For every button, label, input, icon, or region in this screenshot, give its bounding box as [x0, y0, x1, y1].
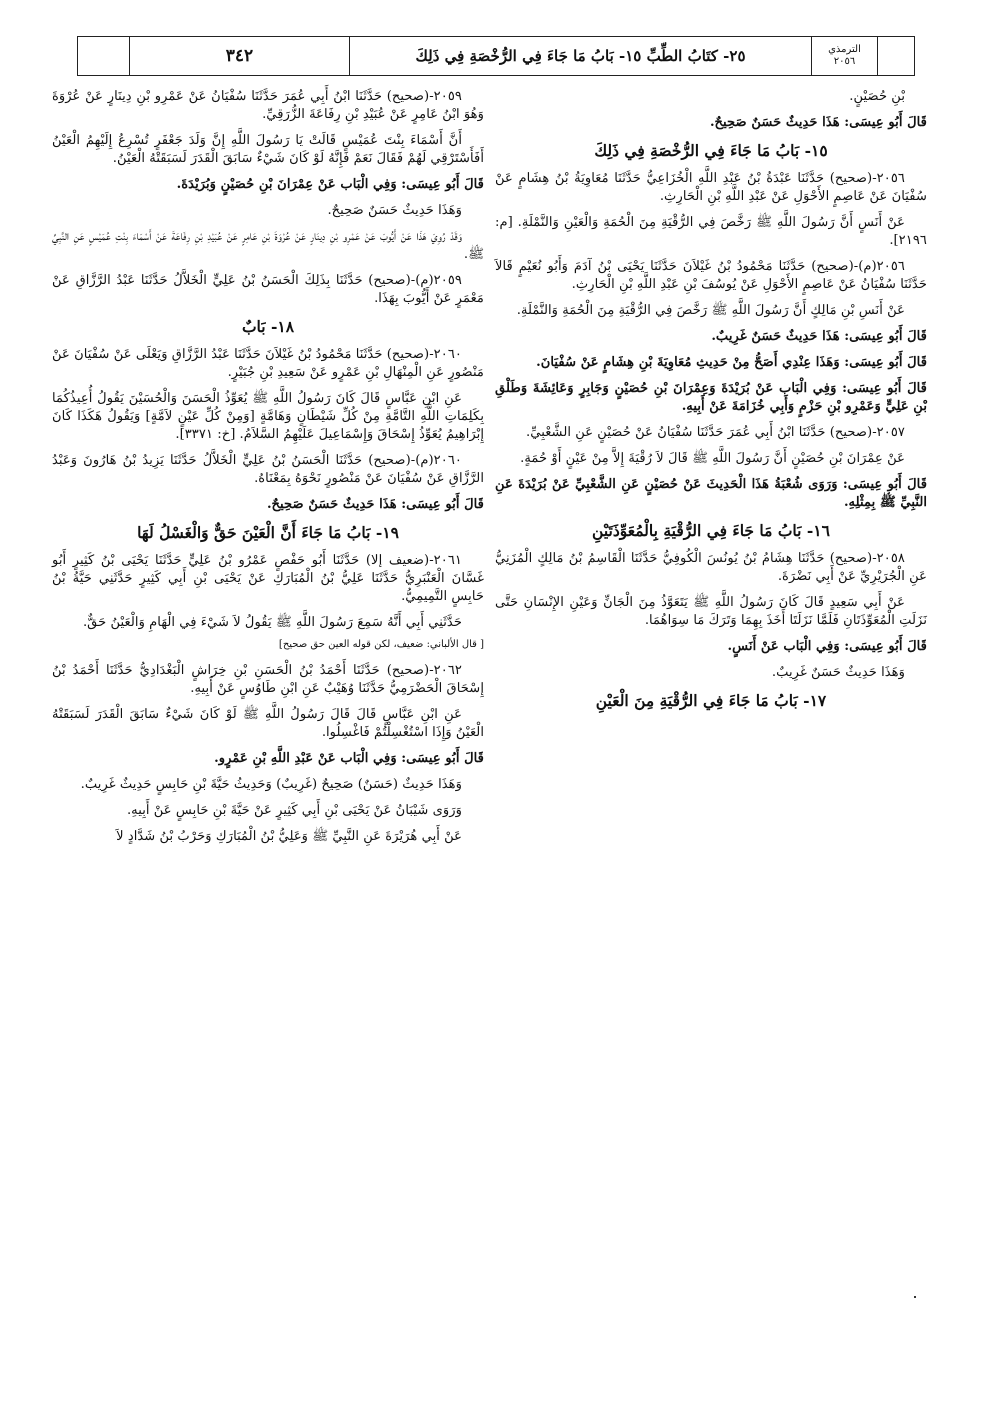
running-title: ٢٥- كتَابُ الطِّبِّ ١٥- بَابُ مَا جَاءَ فِي الرُّخْصَةِ فِي ذَلِكَ [350, 37, 812, 75]
text-paragraph: أَنَّ أَسْمَاءَ بِنْتَ عُمَيْسٍ قَالَتْ يَا رَسُولَ اللَّهِ إِنَّ وَلَدَ جَعْفَرٍ تُسْرِعُ إِلَيْهِمُ الْعَيْنُ أَفَأَسْتَرْقِي لَهُمْ فَقَالَ نَعَمْ فَإِنَّهُ لَوْ كَانَ شَيْءٌ سَابَقَ الْقَدَرَ لَسَبَقَتْهُ الْعَيْنُ. [52, 133, 484, 166]
text-paragraph: عَنْ أَنَسٍ أَنَّ رَسُولَ اللَّهِ ﷺ رَخَّصَ فِي الرُّقْيَةِ مِنَ الْحُمَةِ وَالْعَيْنِ وَالنَّمْلَةِ. [م: ٢١٩٦]. [495, 215, 927, 248]
text-paragraph: وَقَدْ رُوِيَ هَذَا عَنْ أَيُّوبَ عَنْ عَمْرِو بْنِ دِينَارٍ عَنْ عُرْوَةَ بْنِ عَامِرٍ عَنْ عُبَيْدِ بْنِ رِفَاعَةَ عَنْ أَسْمَاءَ بِنْتِ عُمَيْسٍ عَنِ النَّبِيِّ ﷺ. [52, 229, 484, 262]
grading-note: [ قال الألباني: ضعيف، لكن قوله العين حق صحيح] [278, 639, 484, 650]
text-paragraph: ٢٠٥٧-(صحيح) حَدَّثَنَا ابْنُ أَبِي عُمَرَ حَدَّثَنَا سُفْيَانُ عَنْ حُصَيْنٍ عَنِ الشَّعْبِيِّ. [526, 425, 905, 440]
text-paragraph: ٢٠٦١-(ضعيف إلا) حَدَّثَنَا أَبُو حَفْصٍ عَمْرُو بْنُ عَلِيٍّ حَدَّثَنَا يَحْيَى بْنُ كَثِيرٍ أَبُو غَسَّانَ الْعَنْبَرِيُّ حَدَّثَنَا عَلِيُّ بْنُ الْمُبَارَكِ عَنْ يَحْيَى بْنِ أَبِي كَثِيرٍ حَدَّثَنِي حَيَّةُ بْنُ حَابِسٍ التَّمِيمِيُّ. [52, 553, 484, 604]
text-paragraph: ٢٠٦٠(م)-(صحيح) حَدَّثَنَا الْحَسَنُ بْنُ عَلِيٍّ الْخَلاَّلُ حَدَّثَنَا يَزِيدُ بْنُ هَارُونَ وَعَبْدُ الرَّزَّاقِ عَنْ سُفْيَانَ عَنْ مَنْصُورٍ نَحْوَهُ بِمَعْنَاهُ. [52, 453, 484, 486]
text-paragraph: عَنْ أَبِي سَعِيدٍ قَالَ كَانَ رَسُولُ اللَّهِ ﷺ يَتَعَوَّذُ مِنَ الْجَانِّ وَعَيْنِ الإِنْسَانِ حَتَّى نَزَلَتِ الْمُعَوِّذَتَانِ فَلَمَّا نَزَلَتَا أَخَذَ بِهِمَا وَتَرَكَ مَا سِوَاهُمَا. [495, 595, 927, 628]
text-paragraph: ٢٠٥٨-(صحيح) حَدَّثَنَا هِشَامُ بْنُ يُونُسَ الْكُوفِيُّ حَدَّثَنَا الْقَاسِمُ بْنُ مَالِكٍ الْمُزَنِيُّ عَنِ الْجُرَيْرِيِّ عَنْ أَبِي نَضْرَةَ. [495, 551, 927, 584]
section-heading: ١٥- بَابُ مَا جَاءَ فِي الرُّخْصَةِ فِي ذَلِكَ [594, 141, 828, 160]
text-paragraph: قَالَ أَبُو عِيسَى: وَفِي الْبَاب عَنْ عَبْدِ اللَّهِ بْنِ عَمْرٍو. [214, 751, 484, 766]
text-paragraph: ٢٠٥٩-(صحيح) حَدَّثَنَا ابْنُ أَبِي عُمَرَ حَدَّثَنَا سُفْيَانُ عَنْ عَمْرِو بْنِ دِينَارٍ عَنْ عُرْوَةَ وَهُوَ ابْنُ عَامِرٍ عَنْ عُبَيْدِ بْنِ رِفَاعَةَ الزُّرَقِيِّ. [52, 89, 484, 122]
hadith-reference [812, 37, 878, 75]
text-paragraph: وَرَوَى شَيْبَانُ عَنْ يَحْيَى بْنِ أَبِي كَثِيرٍ عَنْ حَيَّةَ بْنِ حَابِسٍ عَنْ أَبِيهِ. [126, 803, 462, 818]
page-mark [914, 1296, 916, 1298]
text-paragraph: ٢٠٥٦-(صحيح) حَدَّثَنَا عَبْدَةُ بْنُ عَبْدِ اللَّهِ الْخُزَاعِيُّ حَدَّثَنَا مُعَاوِيَةُ بْنُ هِشَامٍ عَنْ سُفْيَانَ عَنْ عَاصِمٍ الأَحْوَلِ عَنْ عَبْدِ اللَّهِ بْنِ الْحَارِثِ. [495, 171, 927, 204]
left-text-column [52, 88, 484, 854]
running-header [77, 36, 915, 76]
text-paragraph: قَالَ أَبُو عِيسَى: هَذَا حَدِيثٌ حَسَنٌ صَحِيحٌ. [709, 115, 927, 130]
section-heading: ١٨- بَابٌ [241, 317, 295, 336]
text-paragraph: ٢٠٥٦(م)-(صحيح) حَدَّثَنَا مَحْمُودُ بْنُ غَيْلاَنَ حَدَّثَنَا يَحْيَى بْنُ آدَمَ وَأَبُو نُعَيْمٍ قَالاَ حَدَّثَنَا سُفْيَانُ عَنْ عَاصِمٍ الأَحْوَلِ عَنْ يُوسُفَ بْنِ عَبْدِ اللَّهِ بْنِ الْحَارِثِ. [495, 259, 927, 292]
text-paragraph: عَنْ عِمْرَانَ بْنِ حُصَيْنٍ أَنَّ رَسُولَ اللَّهِ ﷺ قَالَ لاَ رُقْيَةَ إِلاَّ مِنْ عَيْنٍ أَوْ حُمَةٍ. [520, 451, 905, 466]
text-paragraph: قَالَ أَبُو عِيسَى: وَفِي الْبَاب عَنْ بُرَيْدَةَ وَعِمْرَانَ بْنِ حُصَيْنٍ وَجَابِرٍ وَعَائِشَةَ وَطَلْقِ بْنِ عَلِيٍّ وَعَمْرِو بْنِ حَزْمٍ وَأَبِي خُزَامَةَ عَنْ أَبِيهِ. [495, 381, 927, 414]
text-paragraph: ٢٠٦٠-(صحيح) حَدَّثَنَا مَحْمُودُ بْنُ غَيْلاَنَ حَدَّثَنَا عَبْدُ الرَّزَّاقِ وَيَعْلَى عَنْ سُفْيَانَ عَنْ مَنْصُورٍ عَنِ الْمِنْهَالِ بْنِ عَمْرٍو عَنْ سَعِيدِ بْنِ جُبَيْرٍ. [52, 347, 484, 380]
text-paragraph: وَهَذَا حَدِيثٌ حَسَنٌ صَحِيحٌ. [327, 203, 462, 218]
text-paragraph: قَالَ أَبُو عِيسَى: وَرَوَى شُعْبَةُ هَذَا الْحَدِيثَ عَنْ حُصَيْنٍ عَنِ الشَّعْبِيِّ عَنْ بُرَيْدَةَ عَنِ النَّبِيِّ ﷺ بِمِثْلِهِ. [495, 477, 927, 510]
book-name: الترمذي [828, 44, 861, 55]
text-paragraph: قَالَ أَبُو عِيسَى: وَفِي الْبَاب عَنْ عِمْرَانَ بْنِ حُصَيْنٍ وَبُرَيْدَةَ. [176, 177, 484, 192]
text-paragraph: عَنْ أَنَسِ بْنِ مَالِكٍ أَنَّ رَسُولَ اللَّهِ ﷺ رَخَّصَ فِي الرُّقْيَةِ مِنَ الْحُمَةِ وَالنَّمْلَةِ. [516, 303, 905, 318]
text-paragraph: وَهَذَا حَدِيثٌ (حَسَنٌ) صَحِيحٌ (غَرِيبٌ) وَحَدِيثُ حَيَّةَ بْنِ حَابِسٍ حَدِيثٌ غَرِيبٌ. [80, 777, 462, 792]
section-heading: ١٧- بَابُ مَا جَاءَ فِي الرُّقْيَةِ مِنَ الْعَيْنِ [595, 691, 827, 710]
text-paragraph: بْنِ حُصَيْنٍ. [849, 89, 905, 104]
text-paragraph: ٢٠٥٩(م)-(صحيح) حَدَّثَنَا بِذَلِكَ الْحَسَنُ بْنُ عَلِيٍّ الْخَلاَّلُ حَدَّثَنَا عَبْدُ الرَّزَّاقِ عَنْ مَعْمَرٍ عَنْ أَيُّوبَ بِهَذَا. [52, 273, 484, 306]
right-text-column [495, 88, 927, 720]
section-heading: ١٦- بَابُ مَا جَاءَ فِي الرُّقْيَةِ بِالْمُعَوِّذَتَيْنِ [592, 521, 830, 540]
header-blank-cell [78, 37, 130, 75]
text-paragraph: وَهَذَا حَدِيثٌ حَسَنٌ غَرِيبٌ. [771, 665, 905, 680]
text-paragraph: حَدَّثَنِي أَبِي أَنَّهُ سَمِعَ رَسُولَ اللَّهِ ﷺ يَقُولُ لاَ شَيْءَ فِي الْهَامِ وَالْعَيْنُ حَقٌّ. [82, 615, 462, 630]
text-paragraph: ٢٠٦٢-(صحيح) حَدَّثَنَا أَحْمَدُ بْنُ الْحَسَنِ بْنِ خِرَاشٍ الْبَغْدَادِيُّ حَدَّثَنَا أَحْمَدُ بْنُ إِسْحَاقَ الْحَضْرَمِيُّ حَدَّثَنَا وُهَيْبٌ عَنِ ابْنِ طَاوُسٍ عَنْ أَبِيهِ. [52, 663, 484, 696]
text-paragraph: قَالَ أَبُو عِيسَى: هَذَا حَدِيثٌ حَسَنٌ صَحِيحٌ. [266, 497, 484, 512]
section-heading: ١٩- بَابُ مَا جَاءَ أَنَّ الْعَيْنَ حَقٌّ وَالْغَسْلُ لَهَا [137, 523, 399, 542]
text-paragraph: قَالَ أَبُو عِيسَى: وَفِي الْبَاب عَنْ أَنَسٍ. [727, 639, 927, 654]
page-number: ٣٤٢ [130, 37, 350, 75]
text-paragraph: قَالَ أَبُو عِيسَى: هَذَا حَدِيثٌ حَسَنٌ غَرِيبٌ. [711, 329, 927, 344]
text-paragraph: عَنْ أَبِي هُرَيْرَةَ عَنِ النَّبِيِّ ﷺ وَعَلِيُّ بْنُ الْمُبَارَكِ وَحَرْبُ بْنُ شَدَّادٍ لاَ [116, 829, 462, 844]
hadith-range: ٢٠٥٦ [833, 56, 856, 67]
text-paragraph: عَنِ ابْنِ عَبَّاسٍ قَالَ كَانَ رَسُولُ اللَّهِ ﷺ يُعَوِّذُ الْحَسَنَ وَالْحُسَيْنَ يَقُولُ أُعِيذُكُمَا بِكَلِمَاتِ اللَّهِ التَّامَّةِ مِنْ كُلِّ شَيْطَانٍ وَهَامَّةٍ [وَمِنْ كُلِّ عَيْنٍ لاَمَّةٍ] وَيَقُولُ هَكَذَا كَانَ إِبْرَاهِيمُ يُعَوِّذُ إِسْحَاقَ وَإِسْمَاعِيلَ عَلَيْهِمُ السَّلاَمُ. [خ: ٣٣٧١]. [52, 391, 484, 442]
header-blank-cell-right [878, 37, 914, 75]
text-paragraph: عَنِ ابْنِ عَبَّاسٍ قَالَ قَالَ رَسُولُ اللَّهِ ﷺ لَوْ كَانَ شَيْءٌ سَابَقَ الْقَدَرَ لَسَبَقَتْهُ الْعَيْنُ وَإِذَا اسْتُغْسِلْتُمْ فَاغْسِلُوا. [52, 707, 484, 740]
text-paragraph: قَالَ أَبُو عِيسَى: وَهَذَا عِنْدِي أَصَحُّ مِنْ حَدِيثِ مُعَاوِيَةَ بْنِ هِشَامٍ عَنْ سُفْيَانَ. [536, 355, 927, 370]
